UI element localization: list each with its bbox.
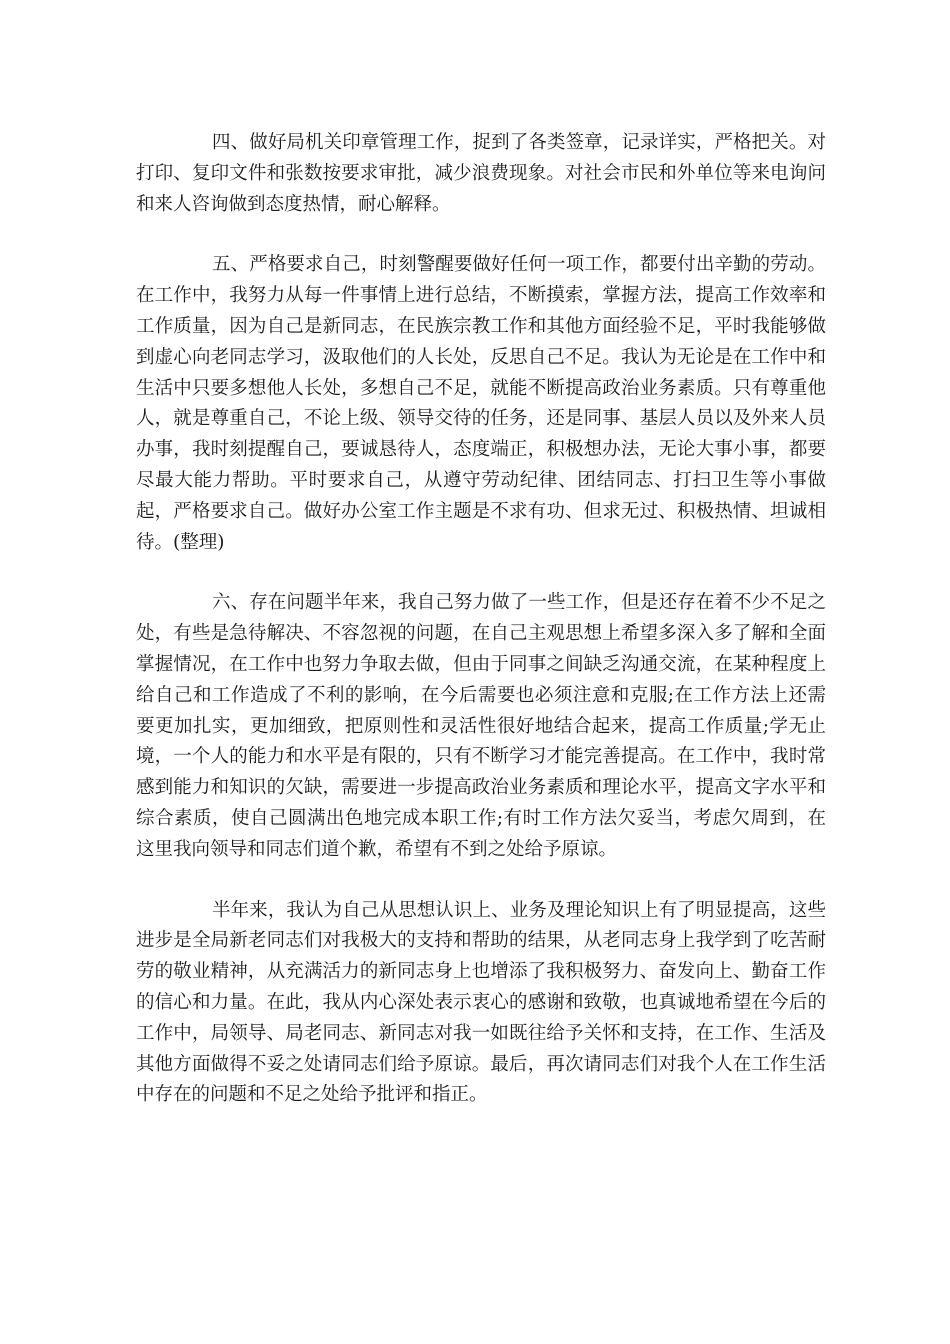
paragraph-section-six: 六、存在问题半年来，我自己努力做了一些工作，但是还存在着不少不足之处，有些是急待解决、不容忽视的问题，在自己主观思想上希望多深入多了解和全面掌握情况，在工作中也努力争取去做，但由于同事之间缺乏沟通交流，在某种程度上给自己和工作造成了不利的影响，在今后需要也必须注意和克服;在工作方法上还需要更加扎实，更加细致，把原则性和灵活性很好地结合起来，提高工作质量;学无止境，一个人的能力和水平是有限的，只有不断学习才能完善提高。在工作中，我时常感到能力和知识的欠缺，需要进一步提高政治业务素质和理论水平，提高文字水平和综合素质，使自己圆满出色地完成本职工作;有时工作方法欠妥当，考虑欠周到，在这里我向领导和同志们道个歉，希望有不到之处给予原谅。	[136, 592, 826, 860]
paragraph-section-five: 五、严格要求自己，时刻警醒要做好任何一项工作，都要付出辛勤的劳动。在工作中，我努力从每一件事情上进行总结，不断摸索，掌握方法，提高工作效率和工作质量，因为自己是新同志，在民族宗教工作和其他方面经验不足，平时我能够做到虚心向老同志学习，汲取他们的人长处，反思自己不足。我认为无论是在工作中和生活中只要多想他人长处，多想自己不足，就能不断提高政治业务素质。只有尊重他人，就是尊重自己，不论上级、领导交待的任务，还是同事、基层人员以及外来人员办事，我时刻提醒自己，要诚恳待人，态度端正，积极想办法，无论大事小事，都要尽最大能力帮助。平时要求自己，从遵守劳动纪律、团结同志、打扫卫生等小事做起，严格要求自己。做好办公室工作主题是不求有功、但求无过、积极热情、坦诚相待。(整理)	[136, 254, 826, 553]
paragraph-section-four: 四、做好局机关印章管理工作，捉到了各类签章，记录详实，严格把关。对打印、复印文件和张数按要求审批，减少浪费现象。对社会市民和外单位等来电询问和来人咨询做到态度热情，耐心解释。	[136, 132, 826, 215]
paragraph-conclusion: 半年来，我认为自己从思想认识上、业务及理论知识上有了明显提高，这些进步是全局新老同志们对我极大的支持和帮助的结果，从老同志身上我学到了吃苦耐劳的敬业精神，从充满活力的新同志身上也增添了我积极努力、奋发向上、勤奋工作的信心和力量。在此，我从内心深处表示衷心的感谢和致敬，也真诚地希望在今后的工作中，局领导、局老同志、新同志对我一如既往给予关怀和支持，在工作、生活及其他方面做得不妥之处请同志们给予原谅。最后，再次请同志们对我个人在工作生活中存在的问题和不足之处给予批评和指正。	[136, 899, 826, 1106]
document-body	[136, 128, 826, 1111]
